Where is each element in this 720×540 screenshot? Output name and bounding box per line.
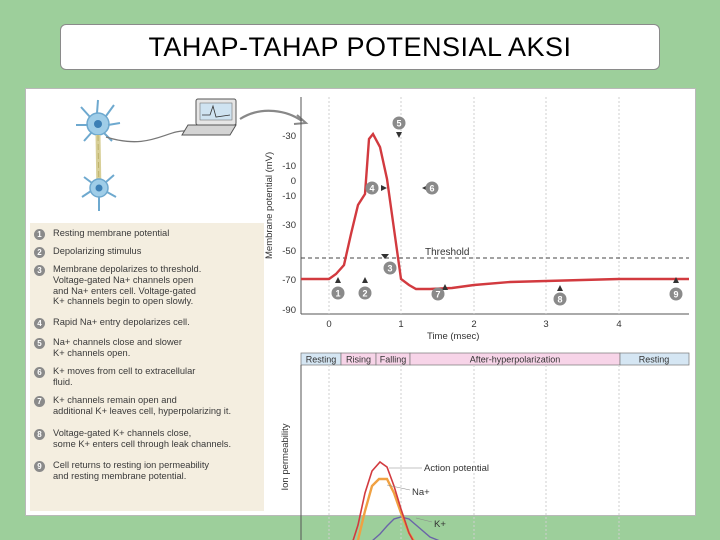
y-tick: -30 — [282, 131, 296, 142]
grid — [329, 97, 619, 314]
step-text: K+ moves from cell to extracellular fluid. — [53, 366, 196, 387]
step-marker-label: 3 — [387, 263, 393, 274]
phase-label: After-hyperpolarization — [469, 354, 561, 365]
x-tick: 2 — [471, 319, 477, 330]
phase-label: Resting — [638, 354, 670, 365]
step-number-badge: 3 — [34, 265, 45, 276]
membrane-potential-series — [301, 134, 689, 289]
x-tick: 4 — [616, 319, 622, 330]
step-item — [34, 460, 258, 482]
x-tick: 3 — [543, 319, 549, 330]
step-item — [34, 246, 258, 258]
legend-action-potential: Action potential — [424, 463, 489, 474]
step-text: Na+ channels close and slower K+ channels open. — [53, 337, 182, 358]
step-marker — [393, 117, 406, 139]
step-marker — [332, 277, 345, 300]
na-permeability-series — [301, 479, 689, 540]
legend-na: Na+ — [412, 487, 430, 498]
step-marker-label: 1 — [335, 288, 341, 299]
chart-legend — [387, 463, 489, 530]
step-item — [34, 317, 258, 329]
step-marker — [554, 285, 567, 306]
y-tick: -50 — [282, 246, 296, 257]
neuron-illustration — [26, 89, 286, 223]
y-tick: -10 — [282, 161, 296, 172]
y-axis-label: Ion permeability — [280, 423, 291, 491]
step-number-badge: 8 — [34, 429, 45, 440]
threshold-label: Threshold — [425, 247, 470, 258]
step-marker — [670, 277, 683, 301]
step-number-badge: 4 — [34, 318, 45, 329]
step-marker-label: 2 — [362, 288, 368, 299]
step-text: K+ channels remain open and additional K+ leaves cell, hyperpolarizing it. — [53, 395, 232, 416]
phase-label: Rising — [345, 354, 372, 365]
page-title: TAHAP-TAHAP POTENSIAL AKSI — [148, 31, 572, 62]
ion-permeability-chart — [264, 347, 694, 530]
steps-legend — [30, 223, 264, 511]
phase-header — [301, 353, 689, 365]
grid — [329, 365, 619, 540]
x-tick: 1 — [398, 319, 404, 330]
step-text: Depolarizing stimulus — [53, 246, 142, 256]
y-tick: -70 — [282, 275, 296, 286]
step-text: Membrane depolarizes to threshold. Voltage-gated Na+ channels open and Na+ enters cell. Voltage-gated K+ channels begin to open slowly. — [53, 264, 202, 307]
oscilloscope-icon — [182, 99, 236, 135]
step-marker — [381, 254, 397, 275]
legend-k: K+ — [434, 519, 446, 530]
step-text: Resting membrane potential — [53, 228, 170, 238]
step-item — [34, 337, 258, 359]
step-marker — [359, 277, 372, 300]
step-marker-label: 5 — [396, 118, 402, 129]
step-markers — [332, 117, 683, 306]
step-item — [34, 228, 258, 240]
y-tick: -30 — [282, 220, 296, 231]
step-marker-label: 7 — [435, 289, 441, 300]
step-text: Cell returns to resting ion permeability and resting membrane potential. — [53, 460, 210, 481]
step-marker-label: 6 — [429, 183, 435, 194]
phase-label: Resting — [305, 354, 337, 365]
step-number-badge: 2 — [34, 247, 45, 258]
step-marker — [432, 284, 449, 301]
step-marker — [366, 182, 388, 195]
step-marker-label: 8 — [557, 294, 563, 305]
step-number-badge: 1 — [34, 229, 45, 240]
step-item — [34, 395, 258, 417]
figure-panel — [25, 88, 696, 530]
x-tick: 0 — [326, 319, 332, 330]
title-banner — [60, 24, 660, 70]
phase-label: Falling — [379, 354, 407, 365]
step-number-badge: 5 — [34, 338, 45, 349]
step-item — [34, 264, 258, 307]
x-axis-label: Time (msec) — [427, 331, 480, 342]
step-text: Rapid Na+ entry depolarizes cell. — [53, 317, 190, 327]
step-item — [34, 428, 258, 450]
y-tick: -10 — [282, 191, 296, 202]
step-number-badge: 6 — [34, 367, 45, 378]
action-potential-series — [301, 462, 689, 540]
y-tick: 0 — [290, 176, 296, 187]
neuron-lower-icon — [82, 175, 116, 211]
y-axis-label: Membrane potential (mV) — [264, 151, 275, 259]
y-tick-labels — [282, 131, 296, 316]
step-marker-label: 9 — [673, 289, 679, 300]
step-number-badge: 7 — [34, 396, 45, 407]
membrane-potential-chart — [264, 89, 694, 342]
step-number-badge: 9 — [34, 461, 45, 472]
step-marker-label: 4 — [369, 183, 375, 194]
x-tick-labels — [326, 319, 621, 330]
step-item — [34, 366, 258, 388]
step-marker — [422, 182, 439, 195]
y-tick: -90 — [282, 305, 296, 316]
step-text: Voltage-gated K+ channels close, some K+ enters cell through leak channels. — [53, 428, 232, 449]
